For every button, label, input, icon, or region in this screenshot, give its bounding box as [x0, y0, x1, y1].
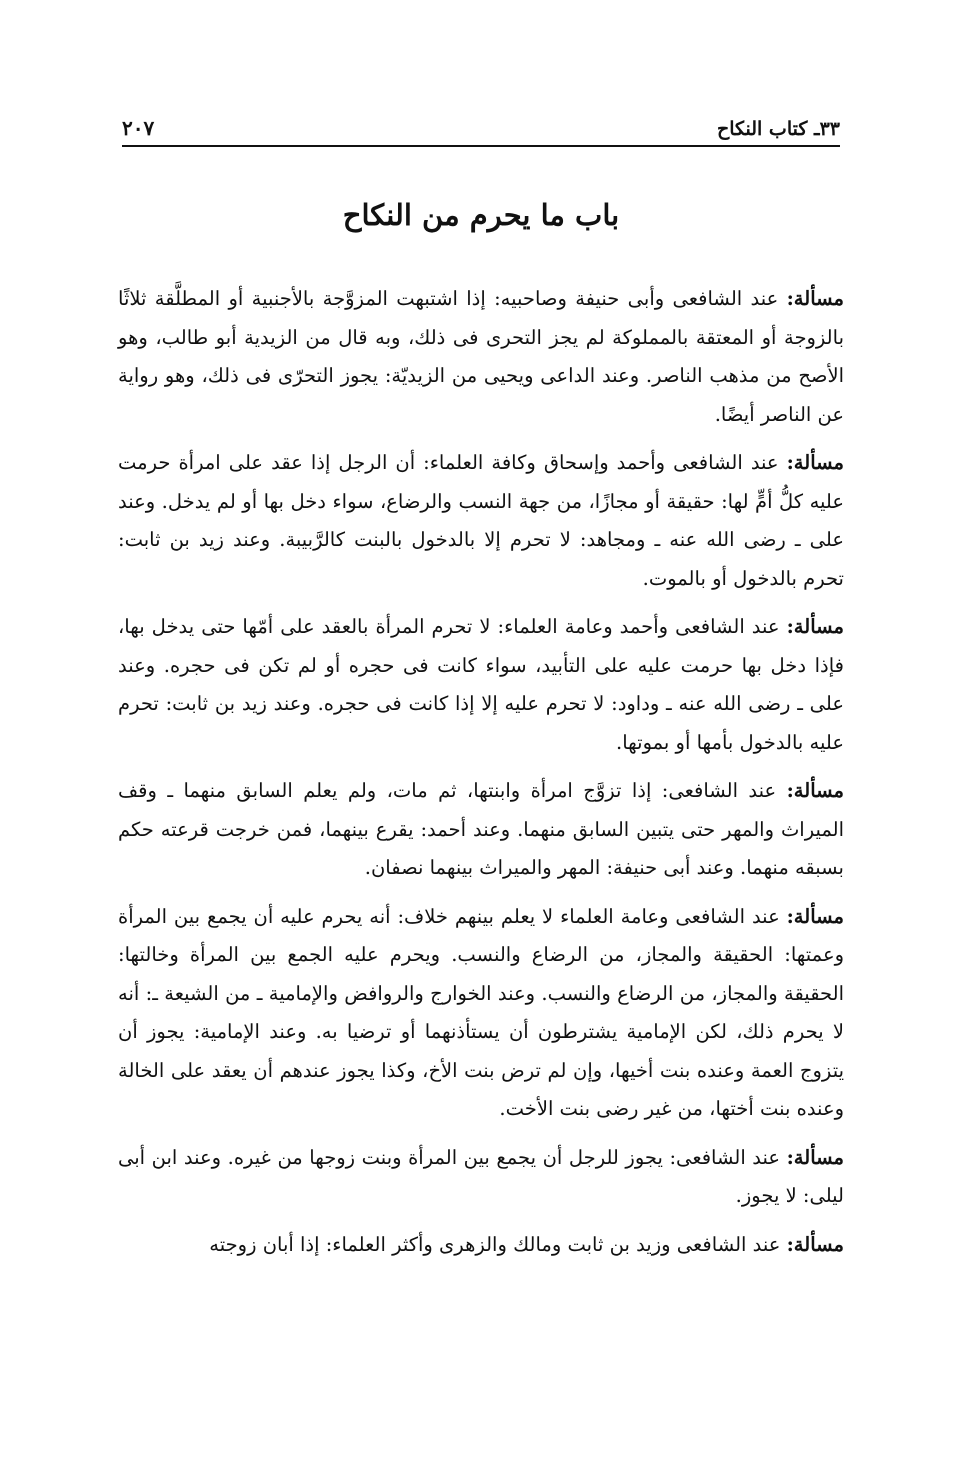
- paragraph-text: عند الشافعى وأحمد وعامة العلماء: لا تحرم المرأة بالعقد على أمّها حتى يدخل بها، فإذا دخل بها حرمت عليه على التأبيد، سواء كانت فى حجره أو لم تكن فى حجره. وعند على ـ رضى الله عنه ـ وداود: لا تحرم عليه إلا إذا كانت فى حجره. وعند زيد بن ثابت: تحرم عليه بالدخول بأمها أو بموتها.: [118, 615, 844, 754]
- paragraph-label: مسألة:: [786, 904, 844, 928]
- page-body: [118, 280, 844, 1274]
- paragraph-text: عند الشافعى وعامة العلماء لا يعلم بينهم خلاف: أنه يحرم عليه أن يجمع بين المرأة وعمتها: الحقيقة والمجاز، من الرضاع والنسب. ويحرم عليه الجمع بين المرأة وخالتها: الحقيقة والمجاز، من الرضاع والنسب. وعند الخوارج والروافض والإمامية ـ من الشيعة ـ: أنه لا يحرم ذلك، لكن الإمامية يشترطون أن يستأذنهما أو ترضيا به. وعند الإمامية: يجوز أن يتزوج العمة وعنده بنت أخيها، وإن لم ترض بنت الأخ، وكذا يجوز عندهم أن يعقد على الخالة وعنده بنت أختها، من غير رضى بنت الأخت.: [118, 904, 844, 1120]
- paragraph-7: [118, 1226, 844, 1265]
- paragraph-text: عند الشافعى وأبى حنيفة وصاحبيه: إذا اشتبهت المزوَّجة بالأجنبية أو المطلَّقة ثلاثًا بالزوجة أو المعتقة بالمملوكة لم يجز التحرى فى ذلك، وبه قال من الزيدية أبو طالب، وهو الأصح من مذهب الناصر. وعند الداعى ويحيى من الزيديّة: يجوز التحرّى فى ذلك، وهو رواية عن الناصر أيضًا.: [118, 287, 844, 426]
- paragraph-3: [118, 608, 844, 762]
- paragraph-text: عند الشافعى: إذا تزوَّج امرأة وابنتها، ثم مات، ولم يعلم السابق منهما ـ وقف الميراث والمهر حتى يتبين السابق منهما. وعند أحمد: يقرع بينهما، فمن خرجت قرعته حكم بسبقه منهما. وعند أبى حنيفة: المهر والميراث بينهما نصفان.: [118, 779, 844, 879]
- paragraph-label: مسألة:: [786, 615, 844, 638]
- paragraph-1: [118, 280, 844, 434]
- paragraph-6: [118, 1139, 844, 1216]
- running-head: [122, 110, 840, 140]
- paragraph-label: مسألة:: [786, 1232, 844, 1256]
- header-rule: [122, 145, 840, 147]
- paragraph-2: [118, 444, 844, 598]
- paragraph-label: مسألة:: [786, 779, 844, 802]
- paragraph-4: [118, 772, 844, 888]
- paragraph-label: مسألة:: [786, 287, 844, 310]
- paragraph-text: عند الشافعى وأحمد وإسحاق وكافة العلماء: أن الرجل إذا عقد على امرأة حرمت عليه كلُّ أمٍّ لها: حقيقة أو مجازًا، من جهة النسب والرضاع، سواء دخل بها أو لم يدخل. وعند على ـ رضى الله عنه ـ ومجاهد: لا تحرم إلا بالدخول بالبنت كالرَّبيبة. وعند زيد بن ثابت: تحرم بالدخول أو بالموت.: [118, 451, 844, 590]
- paragraph-text: عند الشافعى: يجوز للرجل أن يجمع بين المرأة وبنت زوجها من غيره. وعند ابن أبى ليلى: لا يجوز.: [118, 1145, 844, 1207]
- paragraph-5: [118, 898, 844, 1129]
- chapter-title: ٣٣ـ كتاب النكاح: [716, 118, 840, 140]
- paragraph-text: عند الشافعى وزيد بن ثابت ومالك والزهرى وأكثر العلماء: إذا أبان زوجته: [209, 1232, 787, 1256]
- page-number: ٢٠٧: [122, 116, 155, 140]
- paragraph-label: مسألة:: [786, 1145, 844, 1169]
- paragraph-label: مسألة:: [786, 451, 844, 474]
- section-title: باب ما يحرم من النكاح: [342, 198, 620, 232]
